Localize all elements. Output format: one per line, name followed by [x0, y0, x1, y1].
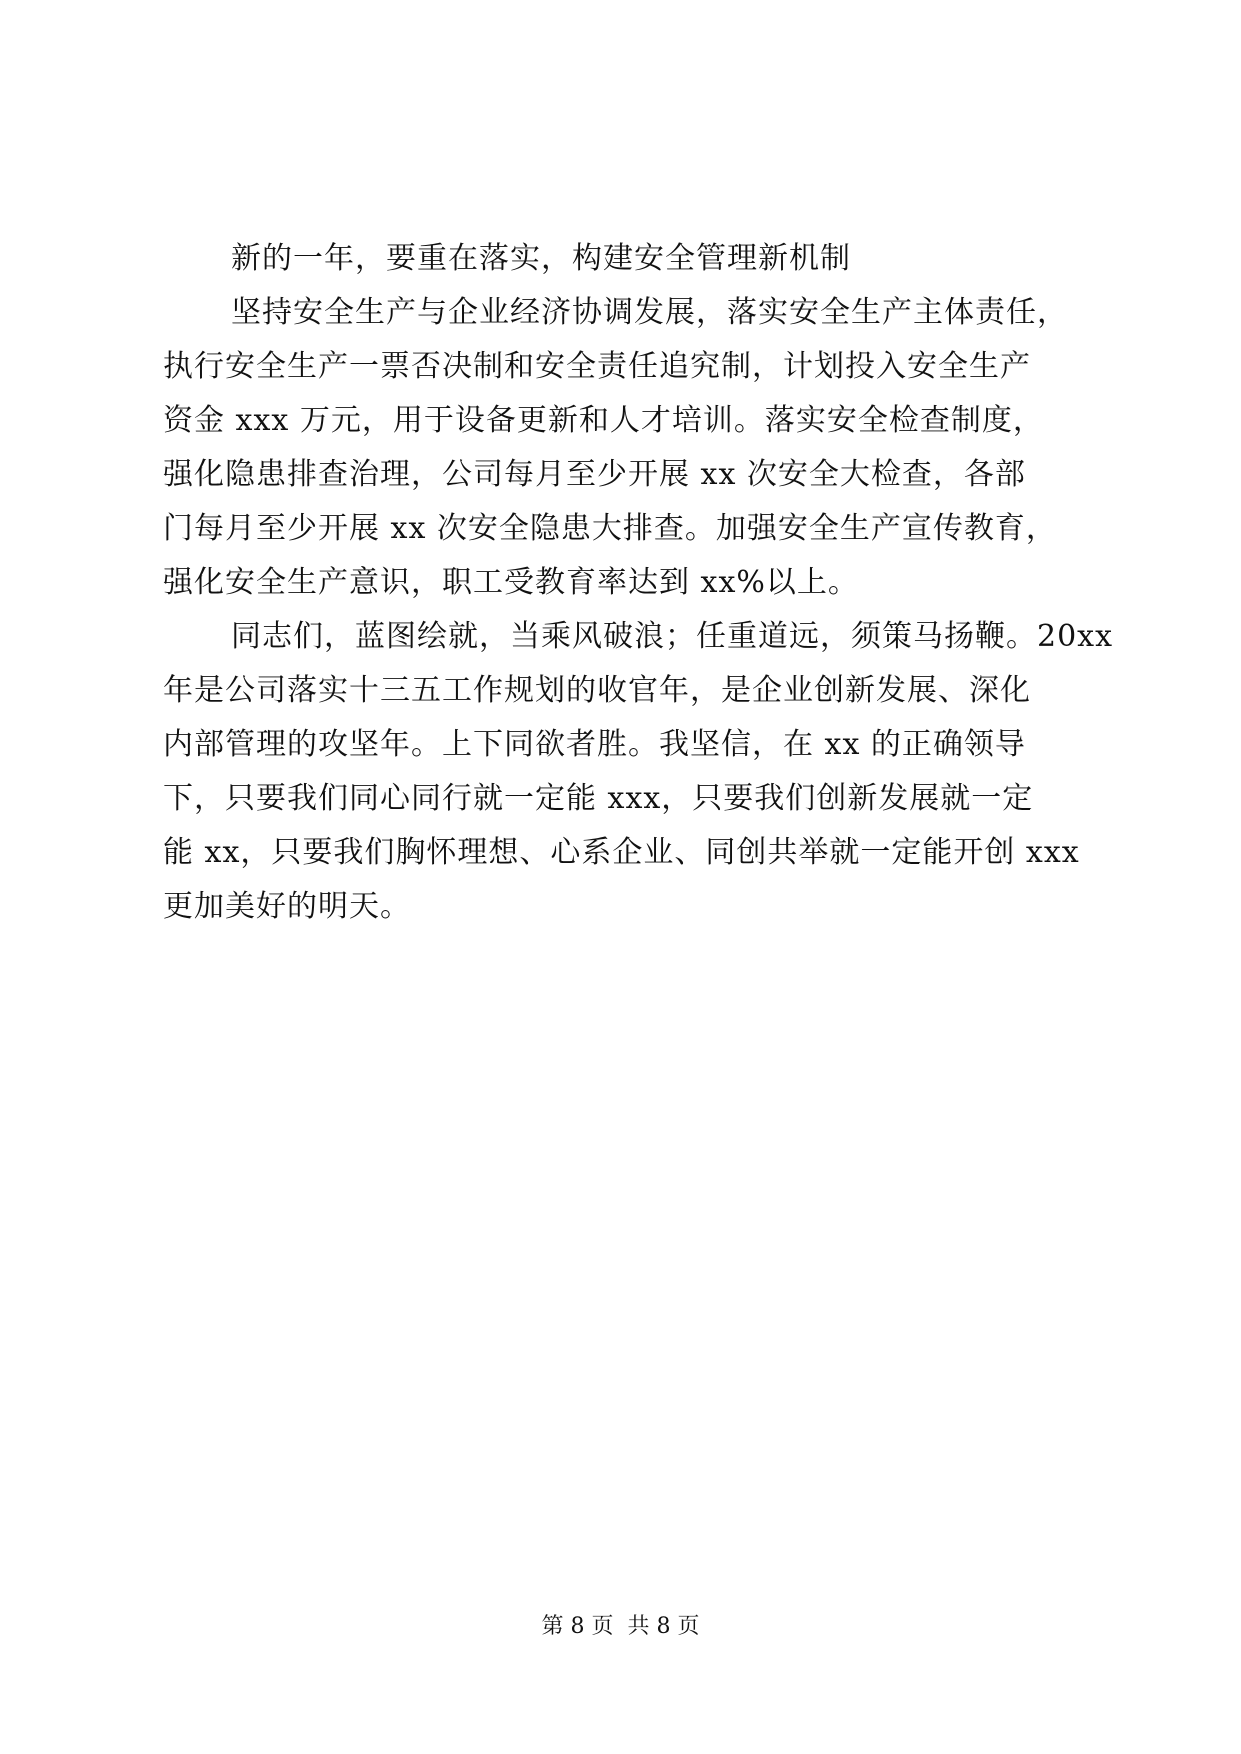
- paragraph-line: 强化安全生产意识，职工受教育率达到 xx%以上。: [163, 565, 859, 600]
- page-footer: [0, 1612, 1241, 1642]
- paragraph-line: 资金 xxx 万元，用于设备更新和人才培训。落实安全检查制度，: [163, 403, 1044, 438]
- document-body: [163, 232, 1114, 934]
- paragraph-line: 年是公司落实十三五工作规划的收官年，是企业创新发展、深化: [163, 673, 1031, 708]
- section-heading: 新的一年，要重在落实，构建安全管理新机制: [231, 241, 851, 276]
- paragraph-line: 更加美好的明天。: [163, 889, 411, 924]
- paragraph-closing: [163, 610, 1114, 934]
- paragraph-line: 内部管理的攻坚年。上下同欲者胜。我坚信，在 xx 的正确领导: [163, 727, 1026, 762]
- paragraph-line: 执行安全生产一票否决制和安全责任追究制，计划投入安全生产: [163, 349, 1031, 384]
- page-number-current: 第 8 页: [541, 1614, 614, 1639]
- paragraph-line: 同志们，蓝图绘就，当乘风破浪；任重道远，须策马扬鞭。20xx: [231, 619, 1114, 654]
- page-number-total: 共 8 页: [627, 1614, 700, 1639]
- paragraph-line: 门每月至少开展 xx 次安全隐患大排查。加强安全生产宣传教育，: [163, 511, 1057, 546]
- paragraph-line: 能 xx，只要我们胸怀理想、心系企业、同创共举就一定能开创 xxx: [163, 835, 1080, 870]
- paragraph-safety: [163, 286, 1093, 610]
- paragraph-line: 下，只要我们同心同行就一定能 xxx，只要我们创新发展就一定: [163, 781, 1034, 816]
- paragraph-line: 强化隐患排查治理，公司每月至少开展 xx 次安全大检查，各部: [163, 457, 1026, 492]
- paragraph-line: 坚持安全生产与企业经济协调发展，落实安全生产主体责任，: [231, 295, 1068, 330]
